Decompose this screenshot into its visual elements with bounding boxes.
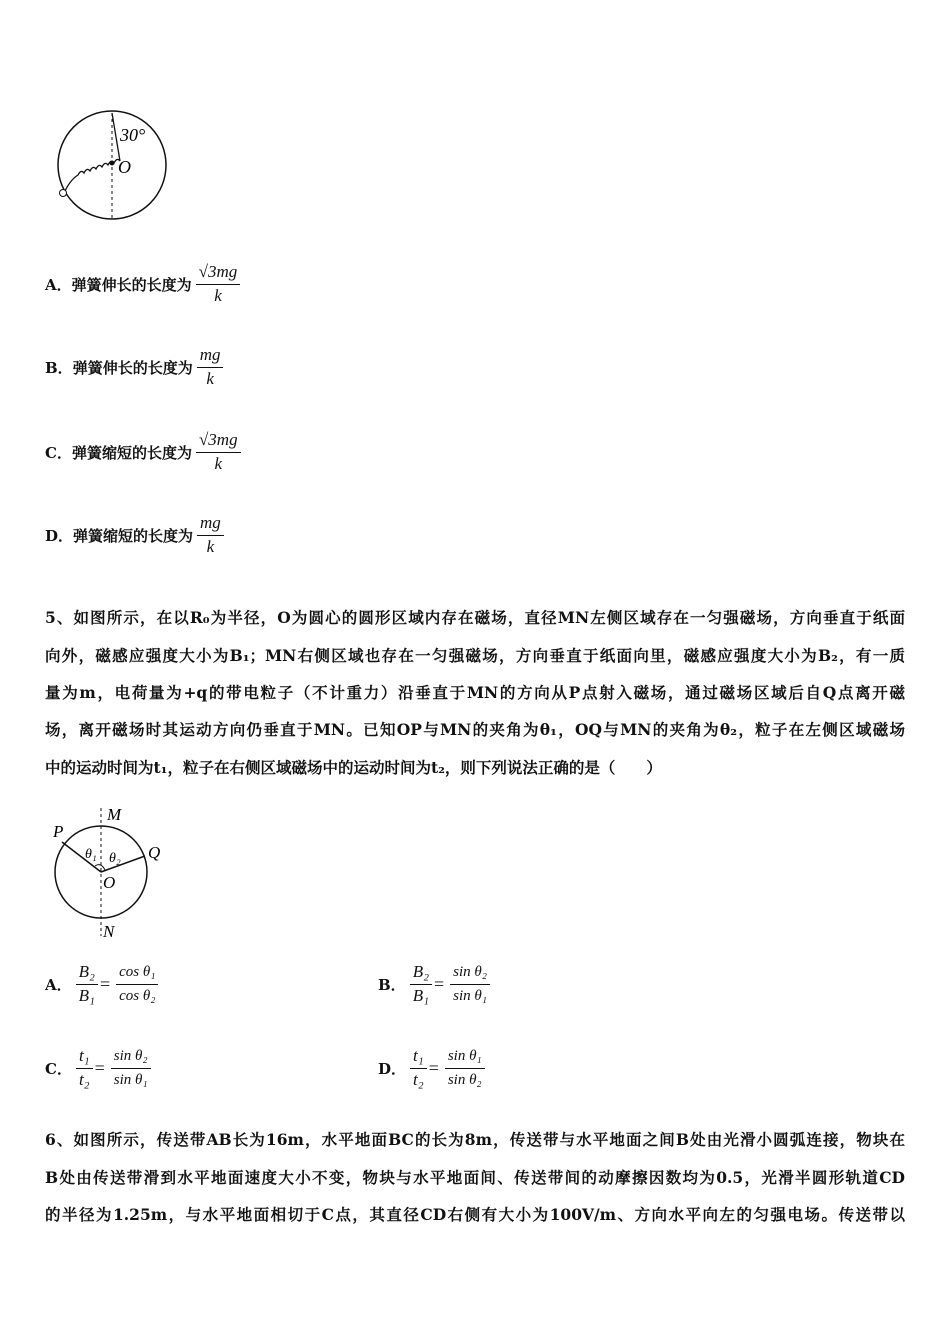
numerator: √3mg [196, 262, 241, 285]
q5-text-line: 向外，磁感应强度大小为B₁；MN右侧区域也存在一匀强磁场，方向垂直于纸面向里，磁感应强度大小为B₂，有一质 [45, 646, 905, 665]
denominator: sin θ₂ [447, 1072, 482, 1088]
denominator: sin θ₁ [113, 1072, 148, 1088]
fraction-left [410, 962, 432, 1007]
q4-option-c[interactable] [45, 430, 241, 475]
q6-text-line: 6、如图所示，传送带AB长为16m，水平地面BC的长为8m，传送带与水平地面之间B处由光滑小圆弧连接，物块在 [45, 1130, 905, 1149]
magnetic-field-circle-figure [45, 800, 175, 945]
option-letter: C． [45, 444, 72, 462]
denominator: k [214, 454, 223, 473]
q5-text-line: 场，离开磁场时其运动方向仍垂直于MN。已知OP与MN的夹角为θ₁，OQ与MN的夹角为θ₂，粒子在左侧区域磁场 [45, 720, 905, 739]
denominator: B₁ [412, 986, 429, 1005]
option-letter: D． [378, 1060, 407, 1078]
q6-text-line: 的半径为1.25m，与水平地面相切于C点，其直径CD右侧有大小为100V/m、方向水平向左的匀强电场。传送带以 [45, 1205, 905, 1224]
label-m: M [107, 805, 122, 824]
q5-option-d[interactable] [378, 1046, 485, 1091]
fraction-right [450, 962, 490, 1007]
numerator: cos θ₁ [116, 962, 158, 985]
denominator: k [206, 369, 214, 388]
denominator: t₂ [413, 1070, 424, 1089]
denominator: k [206, 537, 215, 556]
q5-text-line: 中的运动时间为t₁，粒子在右侧区域磁场中的运动时间为t₂，则下列说法正确的是（ ） [45, 758, 662, 777]
numerator: t₁ [410, 1046, 427, 1069]
q5-option-a[interactable] [45, 962, 158, 1007]
option-text: 弹簧伸长的长度为 [72, 359, 193, 377]
numerator: sin θ₂ [450, 962, 490, 985]
equals-sign: = [94, 1058, 105, 1078]
option-letter: D． [45, 527, 74, 545]
option-letter: B． [45, 359, 73, 377]
fraction [196, 430, 241, 475]
q5-text-line: 量为m，电荷量为+q的带电粒子（不计重力）沿垂直于MN的方向从P点射入磁场，通过磁场区域后自Q点离开磁 [45, 683, 905, 702]
label-theta2: θ₂ [109, 851, 121, 866]
fraction-left [410, 1046, 427, 1091]
equals-sign: = [428, 1058, 439, 1078]
numerator: sin θ₁ [445, 1046, 485, 1069]
option-text: 弹簧伸长的长度为 [71, 276, 192, 294]
denominator: cos θ₂ [119, 988, 156, 1004]
fraction-left [76, 1046, 93, 1091]
option-letter: C． [45, 1060, 72, 1078]
fraction-right [116, 962, 158, 1007]
q6-text-line: B处由传送带滑到水平地面速度大小不变，物块与水平地面间、传送带间的动摩擦因数均为0.5，光滑半圆形轨道CD [45, 1168, 905, 1187]
numerator: mg [197, 345, 224, 368]
denominator: B₁ [78, 986, 95, 1005]
numerator: sin θ₂ [111, 1046, 151, 1069]
fraction-right [111, 1046, 151, 1091]
numerator: B₂ [410, 962, 432, 985]
fraction-left [76, 962, 98, 1007]
denominator: sin θ₁ [453, 988, 487, 1004]
numerator: t₁ [76, 1046, 93, 1069]
label-o: O [103, 873, 116, 892]
equals-sign: = [99, 974, 111, 994]
angle-label: 30° [120, 125, 146, 145]
option-text: 弹簧缩短的长度为 [71, 444, 192, 462]
q5-option-c[interactable] [45, 1046, 151, 1091]
option-text: 弹簧缩短的长度为 [73, 527, 194, 545]
option-letter: B． [378, 976, 406, 994]
denominator: t₂ [78, 1070, 90, 1089]
fraction [197, 513, 224, 558]
numerator: mg [197, 513, 224, 536]
q4-option-a[interactable] [45, 262, 240, 307]
fraction [197, 345, 224, 390]
center-label: O [118, 157, 131, 177]
numerator: √3mg [196, 430, 241, 453]
option-letter: A． [45, 276, 72, 294]
label-p: P [53, 822, 64, 841]
q4-option-d[interactable] [45, 513, 224, 558]
spring-circle-figure [50, 105, 180, 225]
label-theta1: θ₁ [85, 847, 97, 862]
option-letter: A． [45, 976, 72, 994]
fraction-right [445, 1046, 485, 1091]
denominator: k [214, 286, 222, 305]
numerator: B₂ [76, 962, 98, 985]
label-q: Q [148, 843, 161, 862]
q5-option-b[interactable] [378, 962, 490, 1007]
label-n: N [103, 922, 115, 941]
q4-option-b[interactable] [45, 345, 223, 390]
fraction [196, 262, 241, 307]
q5-text-line: 5、如图所示，在以R₀为半径，O为圆心的圆形区域内存在磁场，直径MN左侧区域存在一匀强磁场，方向垂直于纸面 [45, 608, 905, 627]
equals-sign: = [433, 974, 445, 994]
